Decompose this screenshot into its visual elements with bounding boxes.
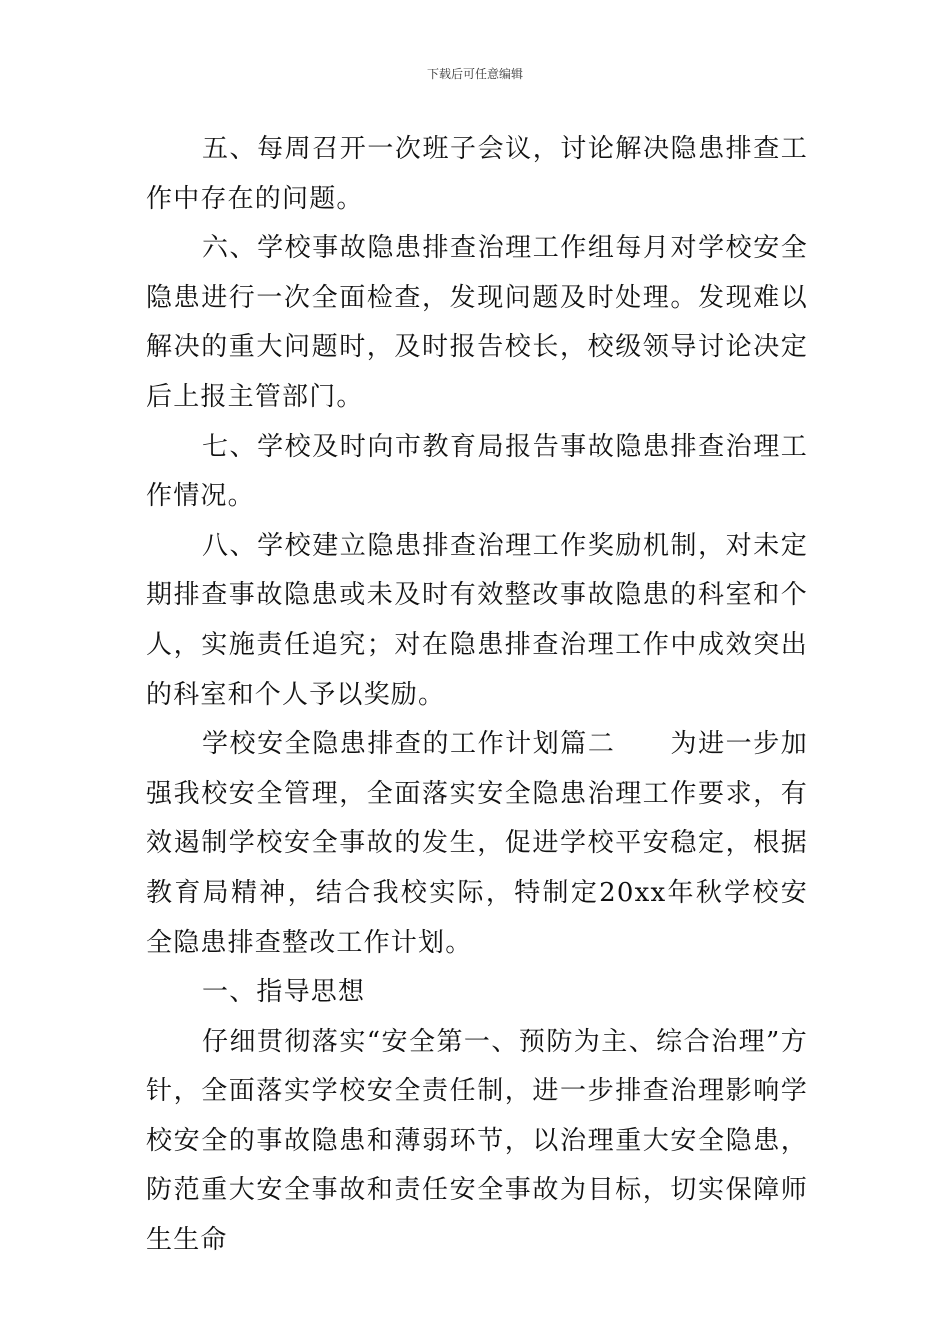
paragraph-plan-part-two: 学校安全隐患排查的工作计划篇二 为进一步加强我校安全管理，全面落实安全隐患治理工作要求，有效遏制学校安全事故的发生，促进学校平安稳定，根据教育局精神，结合我校实际，特制定20xx年秋学校安全隐患排查整改工作计划。 [146,729,808,958]
paragraph-item-6: 六、学校事故隐患排查治理工作组每月对学校安全隐患进行一次全面检查，发现问题及时处理。发现难以解决的重大问题时，及时报告校长，校级领导讨论决定后上报主管部门。 [146,233,808,412]
paragraph-item-8: 八、学校建立隐患排查治理工作奖励机制，对未定期排查事故隐患或未及时有效整改事故隐患的科室和个人，实施责任追究；对在隐患排查治理工作中成效突出的科室和个人予以奖励。 [146,530,808,710]
paragraph-item-5: 五、每周召开一次班子会议，讨论解决隐患排查工作中存在的问题。 [146,134,808,214]
section-heading-guiding-ideology: 一、指导思想 [202,977,366,1008]
paragraph-item-7: 七、学校及时向市教育局报告事故隐患排查治理工作情况。 [146,431,808,512]
page-header-note: 下载后可任意编辑 [426,67,523,81]
paragraph-guiding-ideology: 仔细贯彻落实“安全第一、预防为主、综合治理”方针，全面落实学校安全责任制，进一步排查治理影响学校安全的事故隐患和薄弱环节，以治理重大安全隐患，防范重大安全事故和责任安全事故为目标，切实保障师生生命 [146,1026,808,1256]
document-body [146,125,808,1266]
